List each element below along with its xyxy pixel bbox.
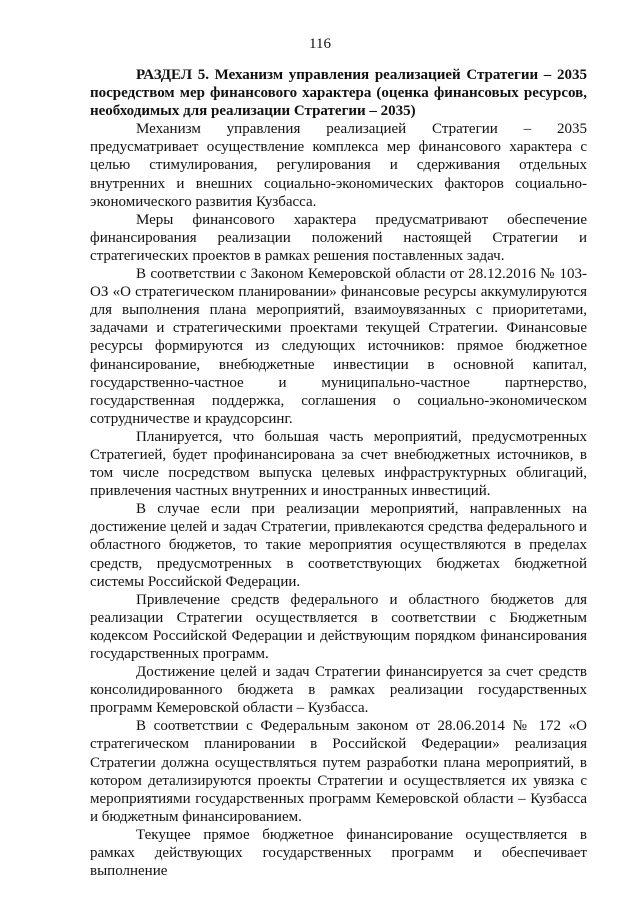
paragraph: Меры финансового характера предусматривают обеспечение финансирования реализации положений настоящей Стратегии и стратегических проектов в рамках решения поставленных задач. <box>90 211 587 264</box>
paragraph: Текущее прямое бюджетное финансирование осуществляется в рамках действующих государственных программ и обеспечивает выполнение <box>90 826 587 880</box>
paragraph: В соответствии с Законом Кемеровской области от 28.12.2016 № 103-ОЗ «О стратегическом планировании» финансовые ресурсы аккумулируются для выполнения плана мероприятий, взаимоувязанных с приоритетами, задачами и стратегическими проектами текущей Стратегии. Финансовые ресурсы формируются из следующих источников: прямое бюджетное финансирование, внебюджетные инвестиции в основной капитал, государственно-частное и муниципально-частное партнерство, государственная поддержка, соглашения о социально-экономическом сотрудничестве и краудсорсинг. <box>90 266 587 427</box>
page-number: 116 <box>309 36 331 52</box>
paragraph: Механизм управления реализацией Стратегии – 2035 предусматривает осуществление комплекса мер финансового характера с целью стимулирования, регулирования и сдерживания отдельных внутренних и внешних социально-экономических факторов социально-экономического развития Кузбасса. <box>90 121 587 210</box>
document-body <box>90 66 587 880</box>
section-heading: РАЗДЕЛ 5. Механизм управления реализацией Стратегии – 2035 посредством мер финансового характера (оценка финансовых ресурсов, необходимых для реализации Стратегии – 2035) <box>90 67 587 120</box>
paragraph: Планируется, что большая часть мероприятий, предусмотренных Стратегией, будет профинансирована за счет внебюджетных источников, в том числе посредством выпуска целевых инфраструктурных облигаций, привлечения частных внутренних и иностранных инвестиций. <box>90 428 587 500</box>
paragraph: Привлечение средств федерального и областного бюджетов для реализации Стратегии осуществляется в соответствии с Бюджетным кодексом Российской Федерации и действующим порядком финансирования государственных программ. <box>90 591 587 662</box>
paragraph: В соответствии с Федеральным законом от 28.06.2014 № 172 «О стратегическом планировании в Российской Федерации» реализация Стратегии должна осуществляться путем разработки плана мероприятий, в котором детализируются проекты Стратегии и осуществляется их увязка с мероприятиями государственных программ Кемеровской области – Кузбасса и бюджетным финансированием. <box>90 718 587 825</box>
paragraph: В случае если при реализации мероприятий, направленных на достижение целей и задач Стратегии, привлекаются средства федерального и областного бюджетов, то такие мероприятия осуществляются в пределах средств, предусмотренных в соответствующих бюджетах бюджетной системы Российской Федерации. <box>90 501 587 590</box>
paragraph: Достижение целей и задач Стратегии финансируется за счет средств консолидированного бюджета в рамках реализации государственных программ Кемеровской области – Кузбасса. <box>90 664 587 717</box>
